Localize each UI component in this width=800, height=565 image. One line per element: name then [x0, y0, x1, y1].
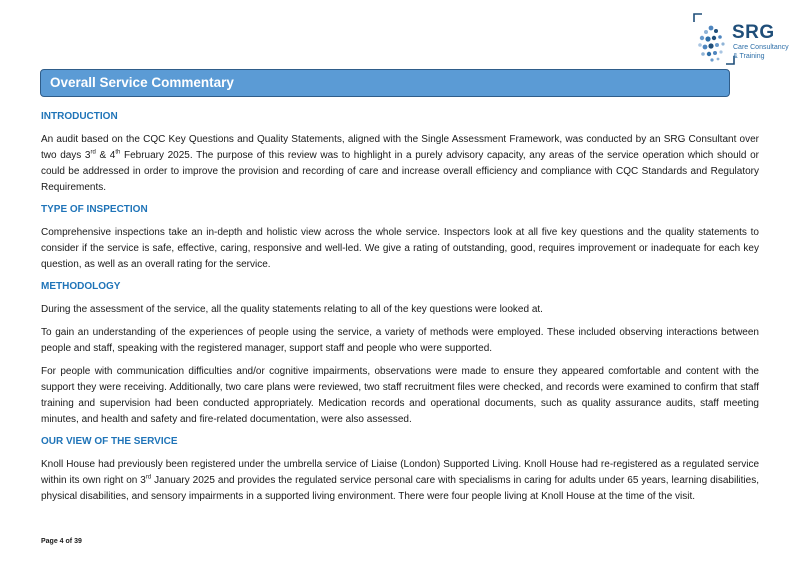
logo-subtitle-line1: Care Consultancy	[733, 44, 789, 51]
type-of-inspection-heading: TYPE OF INSPECTION	[41, 204, 148, 215]
methodology-paragraph-1: During the assessment of the service, all the quality statements relating to all of the key questions were looked at.	[41, 304, 543, 315]
section-banner	[40, 69, 730, 97]
srg-logo	[692, 12, 796, 66]
logo-brand-text: SRG	[732, 22, 775, 43]
our-view-paragraph: Knoll House had previously been registered under the umbrella service of Liaise (London) Supported Living. Knoll House had re-registered as a regulated service within its own right on 3rd January 2025 and provides the regulated service personal care with specialisms in caring for adults under 65 years, learning disabilities, physical disabilities, and sensory impairments in a supported living environment. There were four people living at Knoll House at the time of the visit.	[41, 459, 759, 502]
logo-subtitle-line2: & Training	[733, 53, 765, 60]
methodology-heading: METHODOLOGY	[41, 281, 121, 292]
methodology-paragraph-2: To gain an understanding of the experiences of people using the service, a variety of methods were employed. These included observing interactions between people and staff, speaking with the registered manager, support staff and people who were supported.	[41, 327, 759, 354]
introduction-paragraph: An audit based on the CQC Key Questions and Quality Statements, aligned with the Single Assessment Framework, was conducted by an SRG Consultant over two days 3rd & 4th February 2025. The purpose of this review was to highlight in a purely advisory capacity, any areas of the service operation which should or could be addressed in order to improve the provision and recording of care and increase overall efficiency and compliance with CQC Standards and Regulatory Requirements.	[41, 134, 759, 193]
page-number: Page 4 of 39	[41, 538, 82, 545]
methodology-paragraph-3: For people with communication difficulties and/or cognitive impairments, observations were made to ensure they appeared comfortable and content with the support they were receiving. Additionally, two care plans were reviewed, two staff recruitment files were checked, and records were examined to confirm that staff training and supervision had been conducted appropriately. Medication records and operational documents, such as quality assurance audits, staff meeting minutes, and health and safety and fire-related documentation, were also assessed.	[41, 366, 759, 425]
banner-title: Overall Service Commentary	[50, 75, 234, 90]
introduction-heading: INTRODUCTION	[41, 111, 118, 122]
report-content	[41, 110, 759, 512]
logo-mark-icon	[692, 12, 736, 66]
type-of-inspection-paragraph: Comprehensive inspections take an in-depth and holistic view across the whole service. Inspectors look at all five key questions and the quality statements to consider if the service is safe, effective, caring, responsive and well-led. We give a rating of outstanding, good, requires improvement or inadequate for each key question, as well as an overall rating for the service.	[41, 227, 759, 270]
our-view-heading: OUR VIEW OF THE SERVICE	[41, 436, 178, 447]
